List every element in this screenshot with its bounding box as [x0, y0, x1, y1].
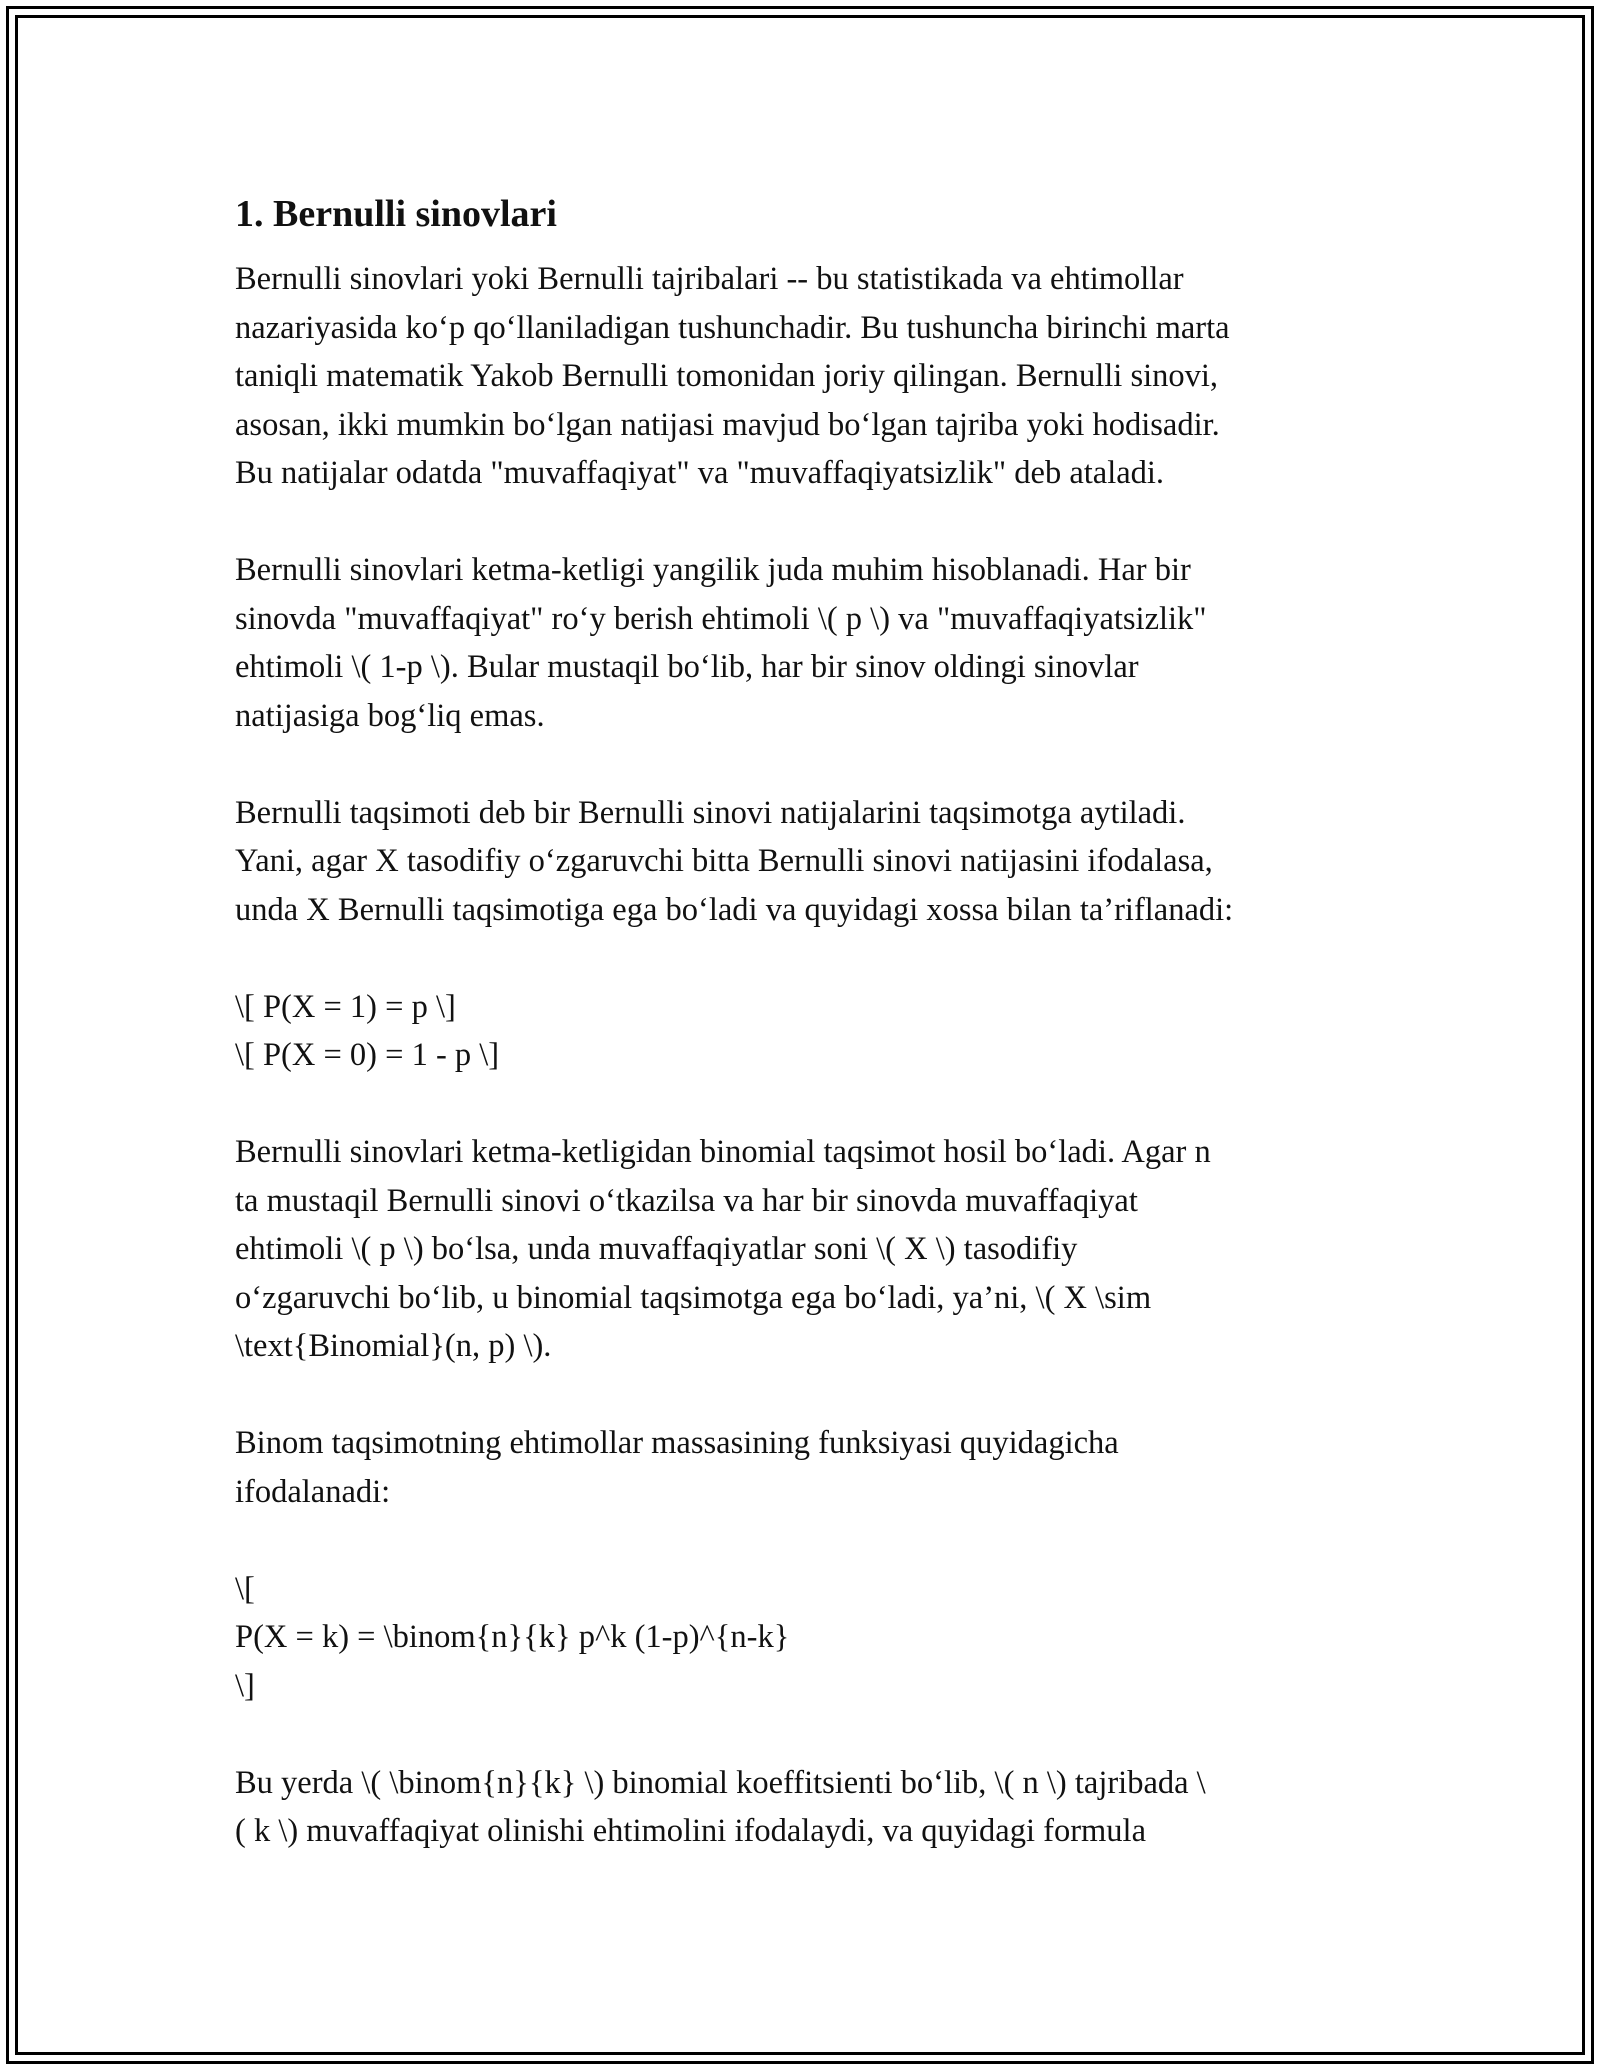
paragraph-sequence [235, 546, 1395, 740]
document-body [235, 185, 1395, 1904]
text-line: Bu yerda \( \binom{n}{k} \) binomial koeffitsienti boʻlib, \( n \) tajribada \ [235, 1764, 1206, 1801]
paragraph-intro [235, 255, 1395, 498]
text-line: taniqli matematik Yakob Bernulli tomonidan joriy qilingan. Bernulli sinovi, [235, 358, 1219, 394]
paragraph-pmf-intro [235, 1419, 1395, 1516]
formula-line: P(X = k) = \binom{n}{k} p^k (1-p)^{n-k} [235, 1619, 790, 1655]
text-line: Yani, agar X tasodifiy oʻzgaruvchi bitta Bernulli sinovi natijasini ifodalasa, [235, 843, 1213, 879]
text-line: Bernulli taqsimoti deb bir Bernulli sinovi natijalarini taqsimotga aytiladi. [235, 794, 1186, 831]
text-line: Bernulli sinovlari ketma-ketligidan binomial taqsimot hosil boʻladi. Agar n [235, 1134, 1211, 1170]
text-line: Bu natijalar odatda "muvaffaqiyat" va "muvaffaqiyatsizlik" deb ataladi. [235, 455, 1165, 491]
section-heading: 1. Bernulli sinovlari [235, 193, 557, 235]
text-line: Bernulli sinovlari yoki Bernulli tajribalari -- bu statistikada va ehtimollar [235, 261, 1184, 297]
text-line: ( k \) muvaffaqiyat olinishi ehtimolini ifodalaydi, va quyidagi formula [235, 1813, 1147, 1849]
paragraph-distribution [235, 789, 1395, 935]
text-line: asosan, ikki mumkin boʻlgan natijasi mavjud boʻlgan tajriba yoki hodisadir. [235, 406, 1220, 443]
paragraph-binomial [235, 1128, 1395, 1371]
paragraph-coefficient [235, 1759, 1395, 1856]
text-line: unda X Bernulli taqsimotiga ega boʻladi va quyidagi xossa bilan ta’riflanadi: [235, 891, 1234, 928]
text-line: ta mustaqil Bernulli sinovi oʻtkazilsa va har bir sinovda muvaffaqiyat [235, 1182, 1138, 1219]
text-line: ifodalanadi: [235, 1473, 391, 1510]
formula-line: \[ P(X = 0) = 1 - p \] [235, 1037, 500, 1073]
formula-line: \] [235, 1667, 255, 1704]
text-line: oʻzgaruvchi boʻlib, u binomial taqsimotga ega boʻladi, ya’ni, \( X \sim [235, 1279, 1152, 1316]
text-line: \text{Binomial}(n, p) \). [235, 1328, 552, 1364]
formula-line: \[ P(X = 1) = p \] [235, 988, 456, 1025]
text-line: Bernulli sinovlari ketma-ketligi yangilik juda muhim hisoblanadi. Har bir [235, 552, 1191, 588]
text-line: ehtimoli \( 1-p \). Bular mustaqil boʻlib, har bir sinov oldingi sinovlar [235, 649, 1139, 685]
text-line: ehtimoli \( p \) boʻlsa, unda muvaffaqiyatlar soni \( X \) tasodifiy [235, 1231, 1078, 1267]
formula-bernoulli [235, 983, 1395, 1080]
text-line: sinovda "muvaffaqiyat" roʻy berish ehtimoli \( p \) va "muvaffaqiyatsizlik" [235, 600, 1207, 637]
text-line: nazariyasida koʻp qoʻllaniladigan tushunchadir. Bu tushuncha birinchi marta [235, 309, 1230, 346]
text-line: natijasiga bogʻliq emas. [235, 697, 545, 734]
text-line: Binom taqsimotning ehtimollar massasining funksiyasi quyidagicha [235, 1425, 1119, 1461]
formula-line: \[ [235, 1570, 255, 1607]
formula-pmf [235, 1565, 1395, 1711]
